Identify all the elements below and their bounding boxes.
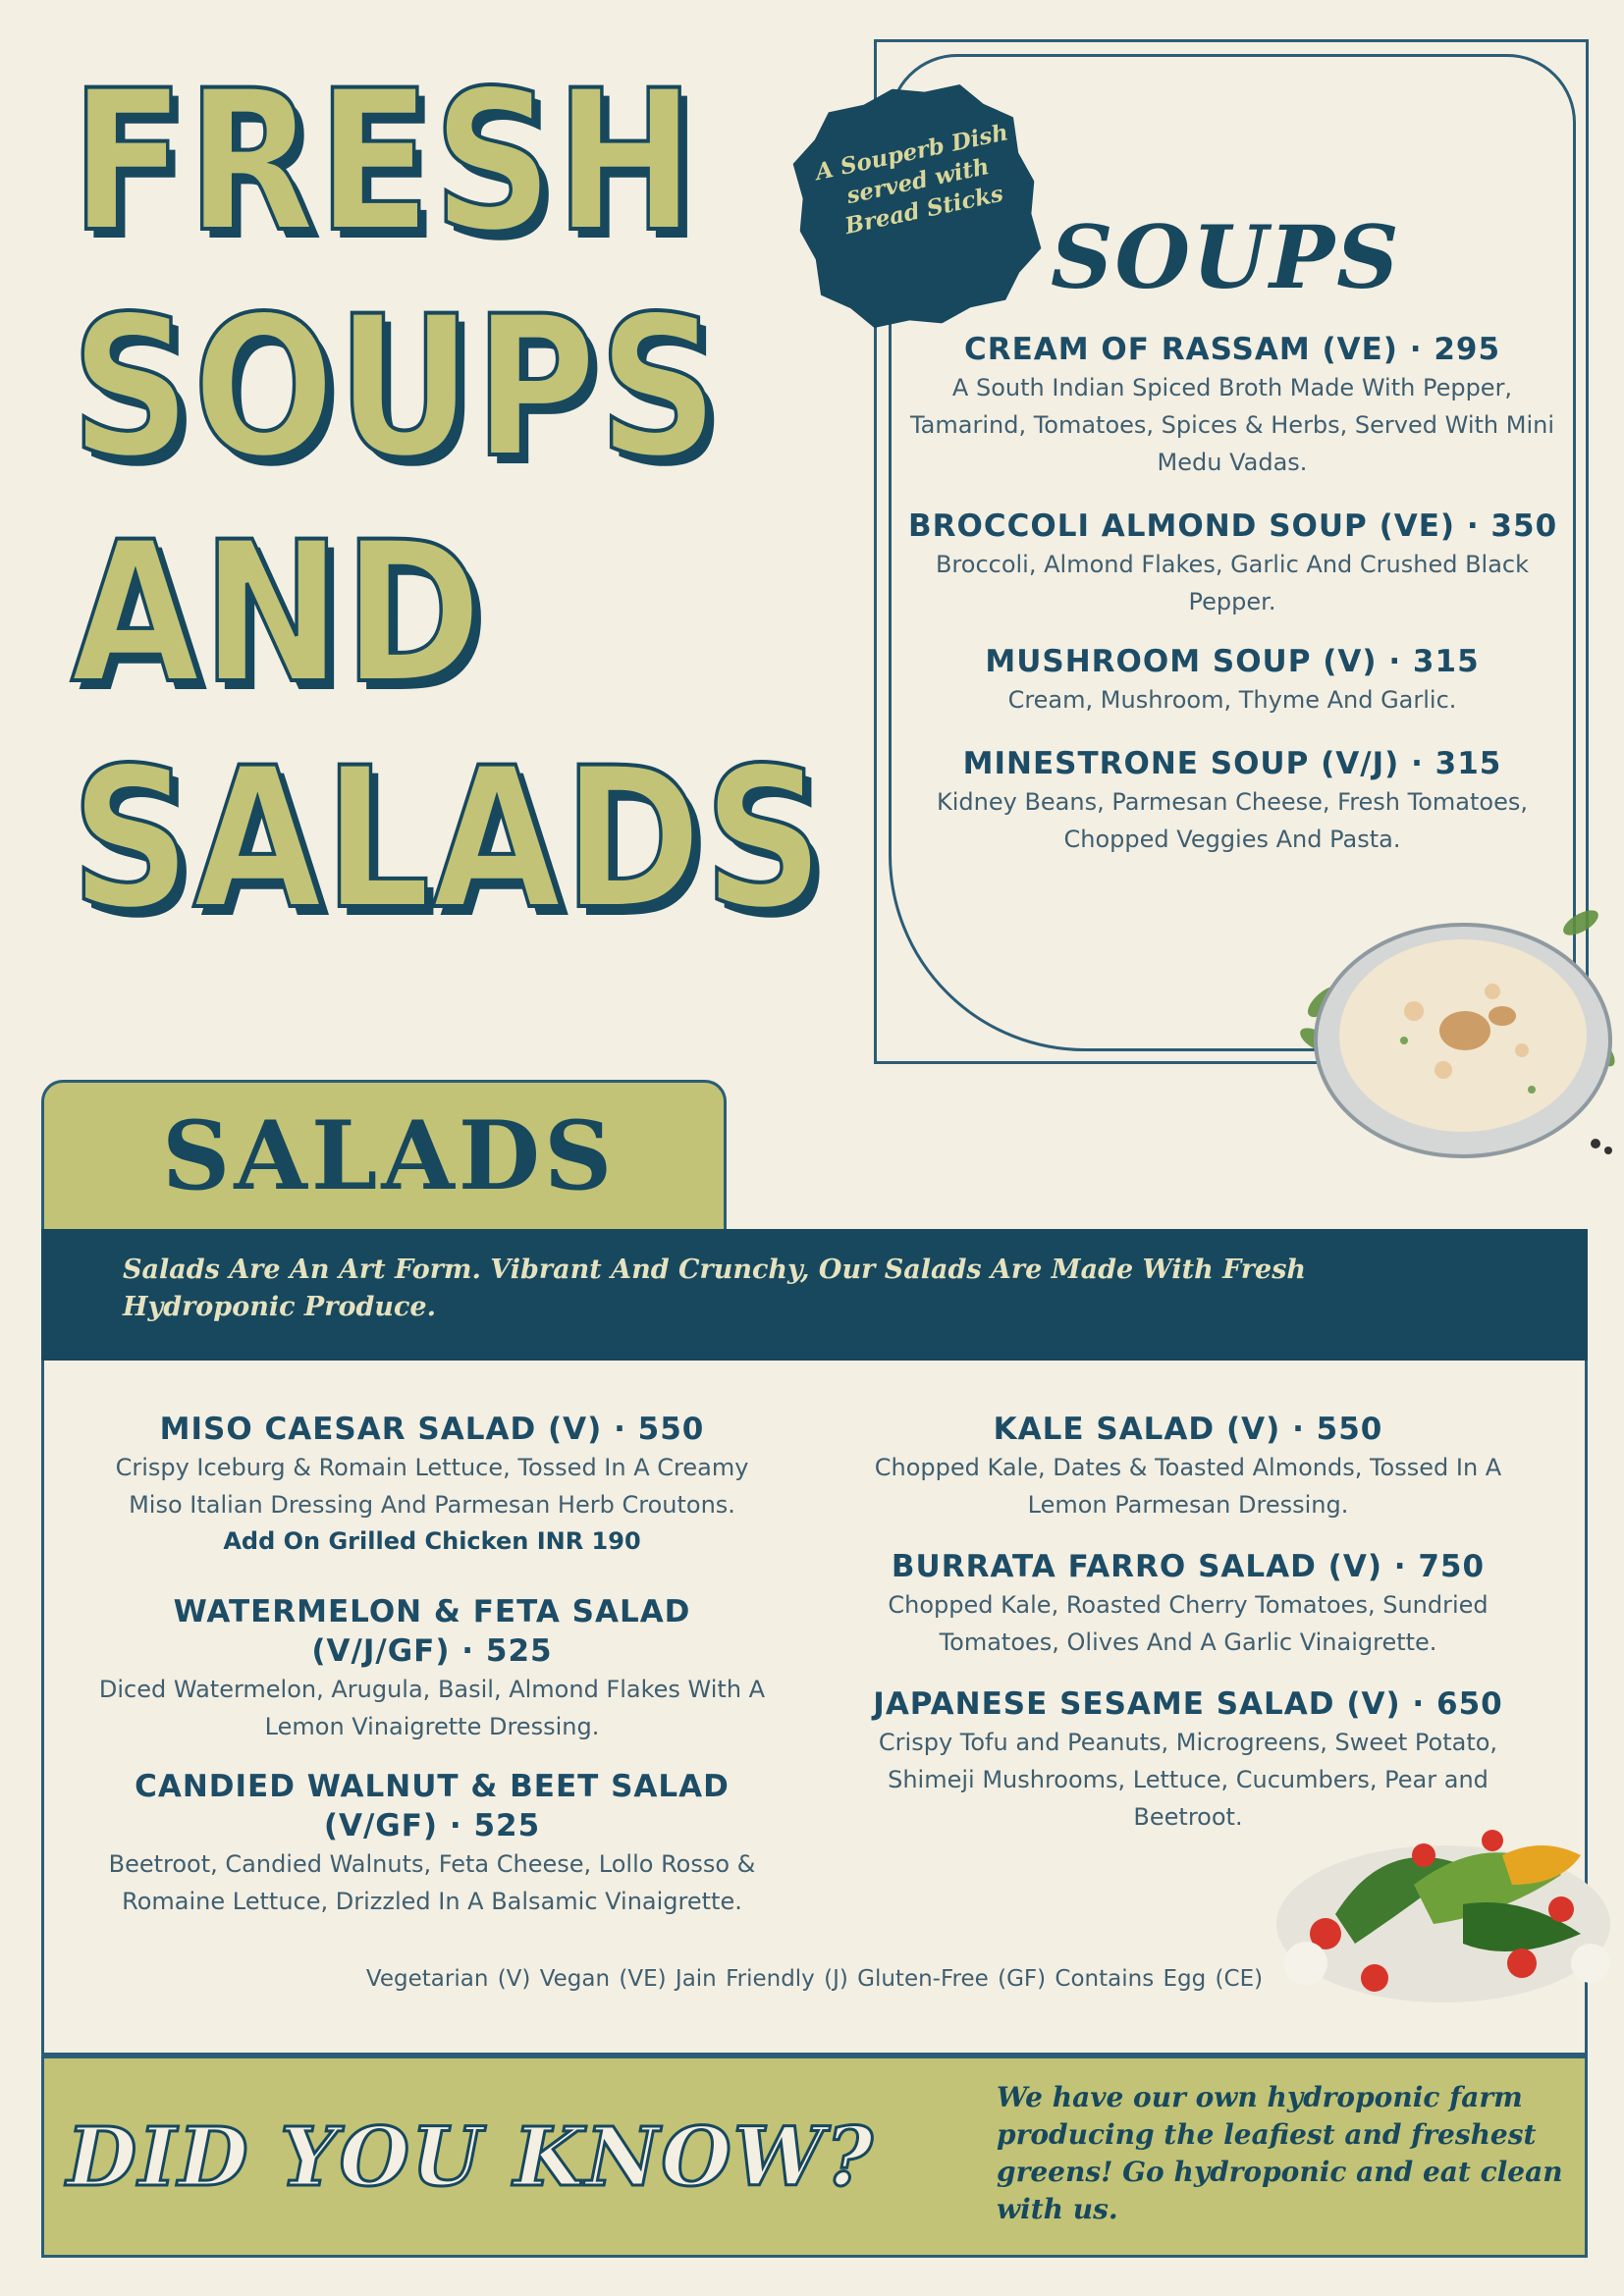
soup-item-desc: A South Indian Spiced Broth Made With Pepper, Tamarind, Tomatoes, Spices & Herbs, Served With Mini Medu Vadas.	[909, 374, 1554, 476]
salad-item-title: BURRATA FARRO SALAD (V) · 750	[891, 1549, 1486, 1584]
salad-item-addon: Add On Grilled Chicken INR 190	[223, 1527, 641, 1555]
soup-badge-text: A Souperb Dish served with Bread Sticks	[813, 119, 1011, 240]
salads-tagline: Salads Are An Art Form. Vibrant And Crunchy, Our Salads Are Made With Fresh Hydroponic Produce.	[123, 1255, 1307, 1322]
salad-item-title-price: (V/GF) · 525	[323, 1808, 541, 1843]
soup-item-desc: Broccoli, Almond Flakes, Garlic And Crushed Black Pepper.	[935, 551, 1530, 615]
salad-item-desc: Chopped Kale, Dates & Toasted Almonds, Tossed In A Lemon Parmesan Dressing.	[874, 1454, 1502, 1519]
soup-item-title: BROCCOLI ALMOND SOUP (VE) · 350	[908, 508, 1558, 544]
salad-item	[88, 1592, 776, 1745]
salad-item-title: KALE SALAD (V) · 550	[993, 1412, 1383, 1447]
salad-item	[854, 1547, 1522, 1661]
page-title	[71, 48, 827, 952]
soups-heading: SOUPS	[1051, 206, 1401, 308]
salad-item	[88, 1767, 776, 1920]
title-line-salads: SALADS	[71, 725, 827, 952]
salad-item-title: JAPANESE SESAME SALAD (V) · 650	[873, 1686, 1503, 1722]
salad-item	[88, 1410, 776, 1559]
soup-item	[908, 507, 1556, 620]
salad-item-title-price: (V/J/GF) · 525	[311, 1633, 553, 1669]
salad-item-desc: Crispy Iceburg & Romain Lettuce, Tossed In A Creamy Miso Italian Dressing And Parmesan Herb Croutons.	[115, 1454, 749, 1519]
salad-illustration	[1267, 1796, 1620, 2012]
title-line-fresh: FRESH	[71, 48, 697, 275]
soup-item	[908, 744, 1556, 858]
soup-item-desc: Kidney Beans, Parmesan Cheese, Fresh Tomatoes, Chopped Veggies And Pasta.	[937, 788, 1528, 853]
did-you-know-text: We have our own hydroponic farm producing the leafiest and freshest greens! Go hydroponic and eat clean with us.	[997, 2081, 1563, 2225]
soup-item	[908, 330, 1556, 481]
dietary-legend: Vegetarian (V) Vegan (VE) Jain Friendly (J) Gluten-Free (GF) Contains Egg (CE)	[365, 1966, 1264, 1992]
salad-item-title: WATERMELON & FETA SALAD	[173, 1594, 691, 1629]
soup-item-title: CREAM OF RASSAM (VE) · 295	[963, 332, 1501, 367]
soup-item	[908, 642, 1556, 719]
title-line-soups: SOUPS	[71, 274, 721, 501]
salad-item-title: MISO CAESAR SALAD (V) · 550	[159, 1412, 705, 1447]
salad-item-desc: Crispy Tofu and Peanuts, Microgreens, Sweet Potato, Shimeji Mushrooms, Lettuce, Cucumbers, Pear and Beetroot.	[878, 1729, 1498, 1831]
salad-item-desc: Chopped Kale, Roasted Cherry Tomatoes, Sundried Tomatoes, Olives And A Garlic Vinaigrette.	[888, 1591, 1489, 1656]
soup-item-desc: Cream, Mushroom, Thyme And Garlic.	[1007, 686, 1457, 714]
salads-heading: SALADS	[162, 1100, 617, 1211]
title-line-and: AND	[71, 500, 484, 726]
salad-item-desc: Beetroot, Candied Walnuts, Feta Cheese, Lollo Rosso & Romaine Lettuce, Drizzled In A Balsamic Vinaigrette.	[108, 1850, 756, 1915]
did-you-know-title: DID YOU KNOW?	[67, 2110, 875, 2205]
salad-item-desc: Diced Watermelon, Arugula, Basil, Almond Flakes With A Lemon Vinaigrette Dressing.	[98, 1676, 766, 1740]
salad-item-title: CANDIED WALNUT & BEET SALAD	[135, 1769, 730, 1804]
soup-item-title: MUSHROOM SOUP (V) · 315	[985, 644, 1480, 679]
soup-item-title: MINESTRONE SOUP (V/J) · 315	[962, 746, 1502, 781]
salad-item	[854, 1410, 1522, 1523]
soup-bowl-illustration	[1296, 893, 1620, 1188]
